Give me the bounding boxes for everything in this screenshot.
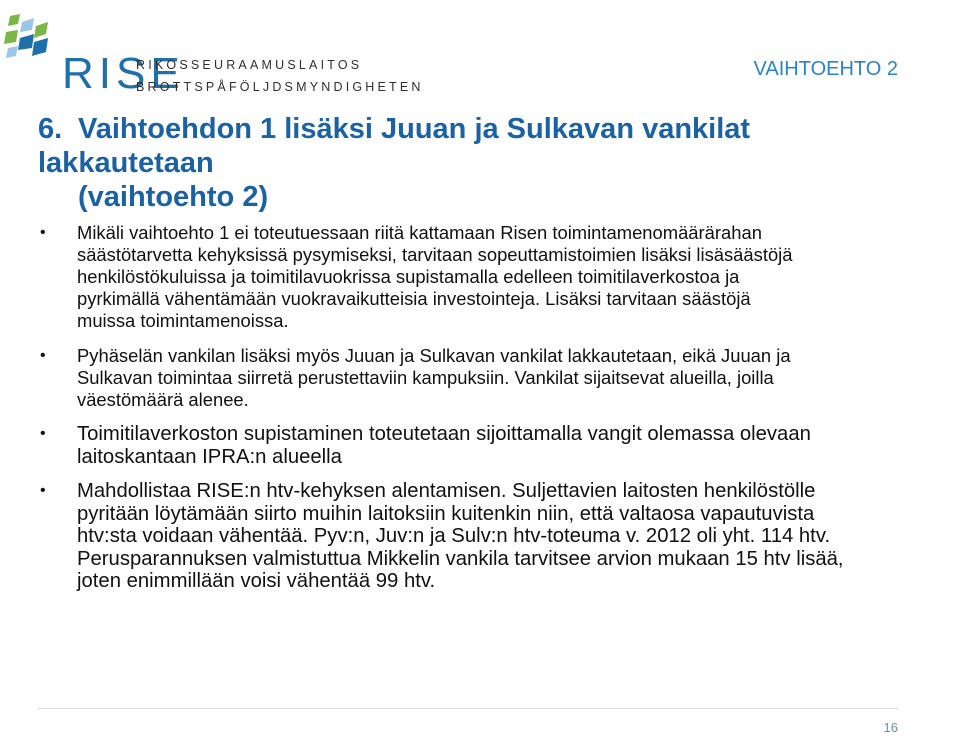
bullet-dot-icon: • [40, 347, 46, 364]
bullet-line: säästötarvetta kehyksissä pysymiseksi, tarvitaan sopeuttamistoimien lisäksi lisäsäästöjä [77, 244, 793, 265]
title-number: 6. [38, 113, 63, 145]
bullet-line: Mahdollistaa RISE:n htv-kehyksen alentamisen. Suljettavien laitosten henkilöstölle [77, 480, 816, 502]
bullet-line: Perusparannuksen valmistuttua Mikkelin vankila tarvitsee arvion mukaan 15 htv lisää, [77, 547, 844, 570]
bullet-line: Sulkavan toimintaa siirretä perustettaviin kampuksiin. Vankilat sijaitsevat alueilla, joilla [77, 367, 774, 388]
bullet-dot-icon: • [40, 425, 46, 442]
bullet-list [40, 222, 945, 593]
bullet-line: henkilöstökuluissa ja toimitilavuokrissa supistamalla edelleen toimitilaverkostoa ja [77, 266, 740, 287]
bullet-line: muissa toimintamenoissa. [77, 310, 289, 331]
bullet-line: Toimitilaverkoston supistaminen toteutetaan sijoittamalla vangit olemassa olevaan [77, 423, 811, 445]
bullet-dot-icon: • [40, 482, 46, 499]
bullet-line: väestömäärä alenee. [77, 389, 249, 410]
slide-title [38, 112, 918, 214]
rise-logo [4, 12, 424, 98]
bullet-line: pyrkimällä vähentämään vuokravaikutteisia investointeja. Lisäksi tarvitaan säästöjä [77, 288, 751, 309]
logo-org-name-sv: BROTTSPÅFÖLJDSMYNDIGHETEN [136, 80, 424, 94]
bullet-item [40, 222, 945, 332]
bullet-line: Mikäli vaihtoehto 1 ei toteutuessaan riitä kattamaan Risen toimintamenomäärärahan [77, 222, 762, 243]
bullet-line: laitoskantaan IPRA:n alueella [77, 445, 342, 468]
bullet-item [40, 345, 945, 411]
logo-org-name-fi: RIKOSSEURAAMUSLAITOS [136, 58, 363, 72]
bullet-line: joten enimmillään voisi vähentää 99 htv. [77, 570, 436, 592]
logo-wordmark: RISE [62, 49, 185, 98]
bullet-line: pyritään löytämään siirto muihin laitoksiin kuitenkin niin, että valtaosa vapautuvista [77, 502, 815, 525]
footer-divider [38, 708, 898, 709]
bullet-dot-icon: • [40, 224, 46, 241]
bullet-item [40, 423, 945, 468]
option-tag: VAIHTOEHTO 2 [753, 58, 898, 80]
title-line-1: Vaihtoehdon 1 lisäksi Juuan ja Sulkavan vankilat lakkautetaan [38, 113, 751, 179]
title-line-2: (vaihtoehto 2) [78, 181, 269, 213]
bullet-line: Pyhäselän vankilan lisäksi myös Juuan ja Sulkavan vankilat lakkautetaan, eikä Juuan ja [77, 345, 791, 366]
bullet-line: htv:sta voidaan vähentää. Pyv:n, Juv:n ja Sulv:n htv-toteuma v. 2012 oli yht. 114 htv. [77, 525, 831, 547]
rise-logo-mark-icon [4, 12, 54, 76]
page-number: 16 [883, 720, 898, 735]
bullet-item [40, 480, 945, 593]
